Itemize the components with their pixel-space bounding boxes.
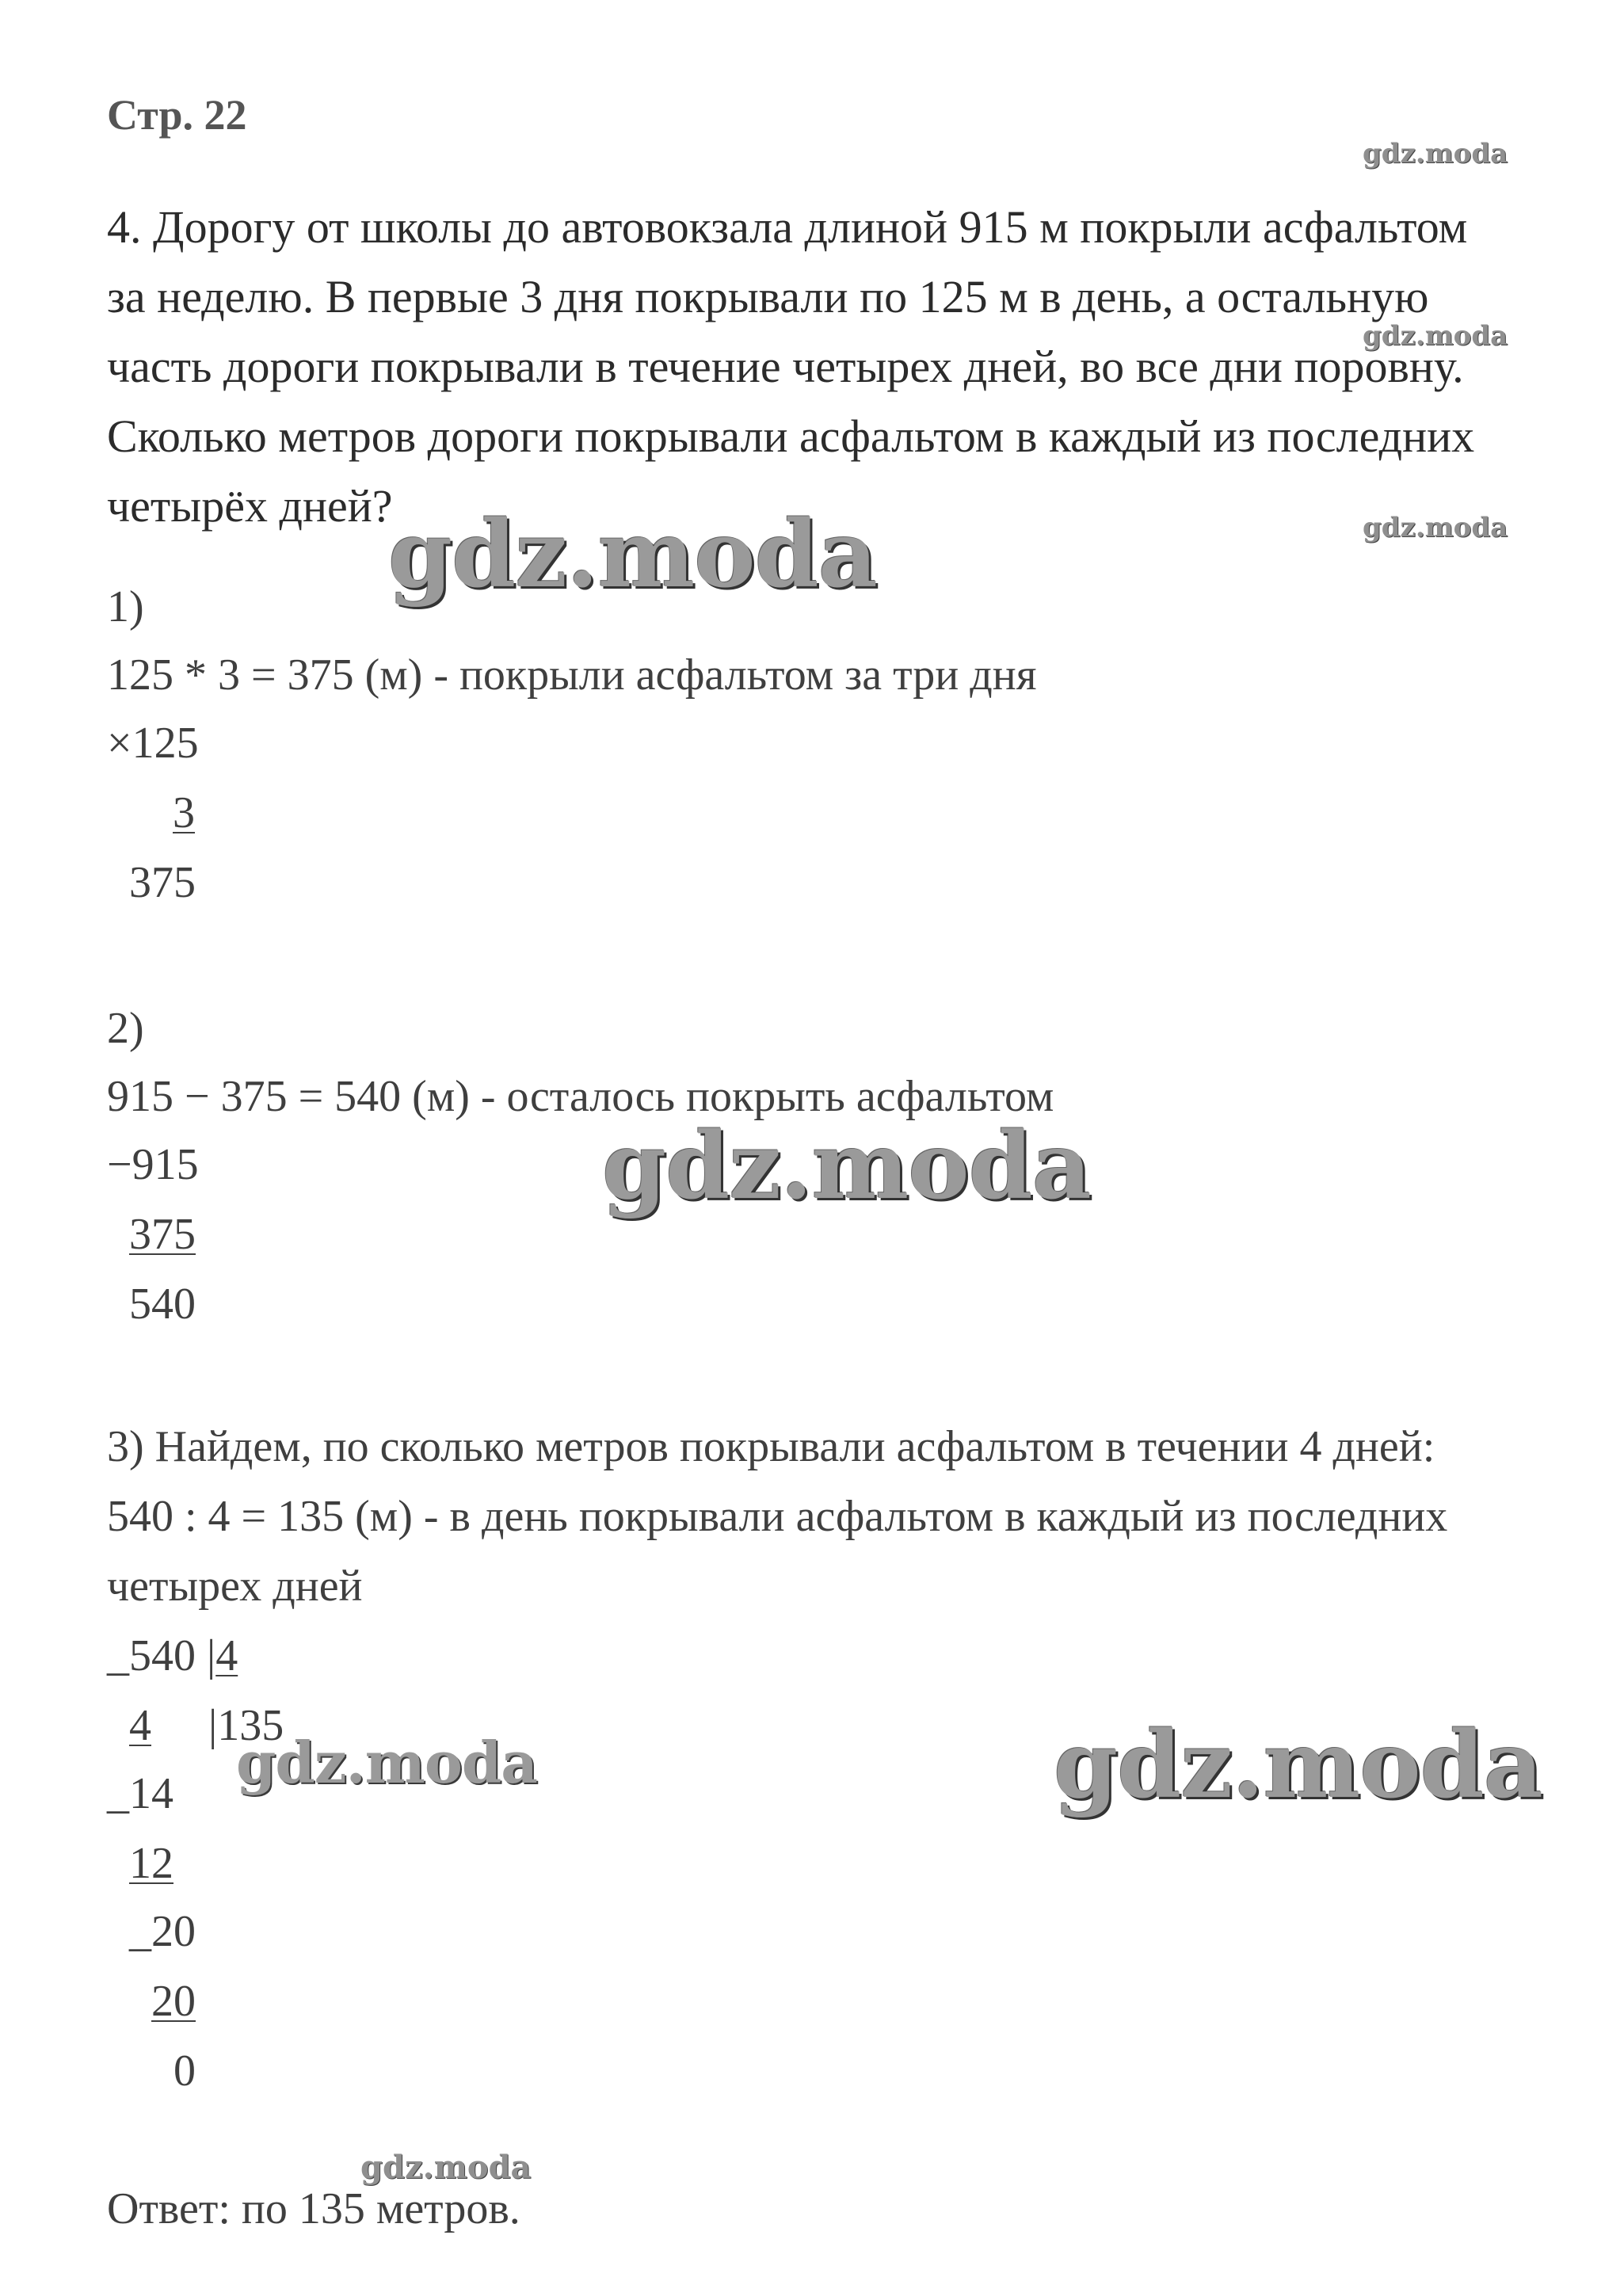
division-dividend: _540 |4 (107, 1631, 238, 1680)
step-intro: 3) Найдем, по сколько метров покрывали асфальтом в течении 4 дней: (107, 1422, 1435, 1471)
step-number: 1) (107, 582, 144, 631)
column-subtrahend: 375 (129, 1210, 196, 1259)
column-result: 375 (129, 858, 196, 907)
watermark: gdz.moda (236, 1729, 537, 1796)
problem-line: четырёх дней? (107, 480, 393, 532)
division-remainder-line: _14 (107, 1769, 173, 1818)
step-number: 2) (107, 1004, 144, 1053)
step-expression: 125 * 3 = 375 (м) - покрыли асфальтом за три дня (107, 650, 1037, 700)
watermark: gdz.moda (388, 501, 877, 608)
problem-line: за неделю. В первые 3 дня покрывали по 125 м в день, а остальную (107, 271, 1429, 322)
problem-line: 4. Дорогу от школы до автовокзала длиной 915 м покрыли асфальтом (107, 201, 1468, 253)
step-expression-continued: четырех дней (107, 1562, 363, 1611)
watermark: gdz.moda (1054, 1711, 1542, 1819)
division-remainder-line: _20 (129, 1907, 196, 1956)
division-remainder-line: 20 (151, 1977, 196, 2026)
column-result: 540 (129, 1280, 196, 1329)
watermark: gdz.moda (1363, 512, 1508, 544)
step-expression: 540 : 4 = 135 (м) - в день покрывали асфальтом в каждый из последних (107, 1492, 1448, 1541)
division-quotient: |135 (208, 1701, 284, 1750)
watermark: gdz.moda (360, 2149, 532, 2186)
column-top: −915 (107, 1140, 199, 1189)
column-top: ×125 (107, 719, 199, 768)
division-remainder-line: 12 (129, 1839, 173, 1888)
division-remainder-line: 4 (129, 1701, 151, 1750)
page-label: Стр. 22 (107, 91, 247, 139)
watermark: gdz.moda (1363, 320, 1508, 352)
watermark: gdz.moda (1363, 138, 1508, 170)
answer: Ответ: по 135 метров. (107, 2184, 520, 2233)
problem-line: часть дороги покрывали в течение четырех дней, во все дни поровну. (107, 341, 1464, 392)
division-final-remainder: 0 (173, 2046, 196, 2096)
step-expression: 915 − 375 = 540 (м) - осталось покрыть асфальтом (107, 1072, 1054, 1121)
problem-line: Сколько метров дороги покрывали асфальтом в каждый из последних (107, 410, 1475, 462)
watermark: gdz.moda (602, 1112, 1091, 1220)
column-multiplier: 3 (173, 788, 195, 837)
